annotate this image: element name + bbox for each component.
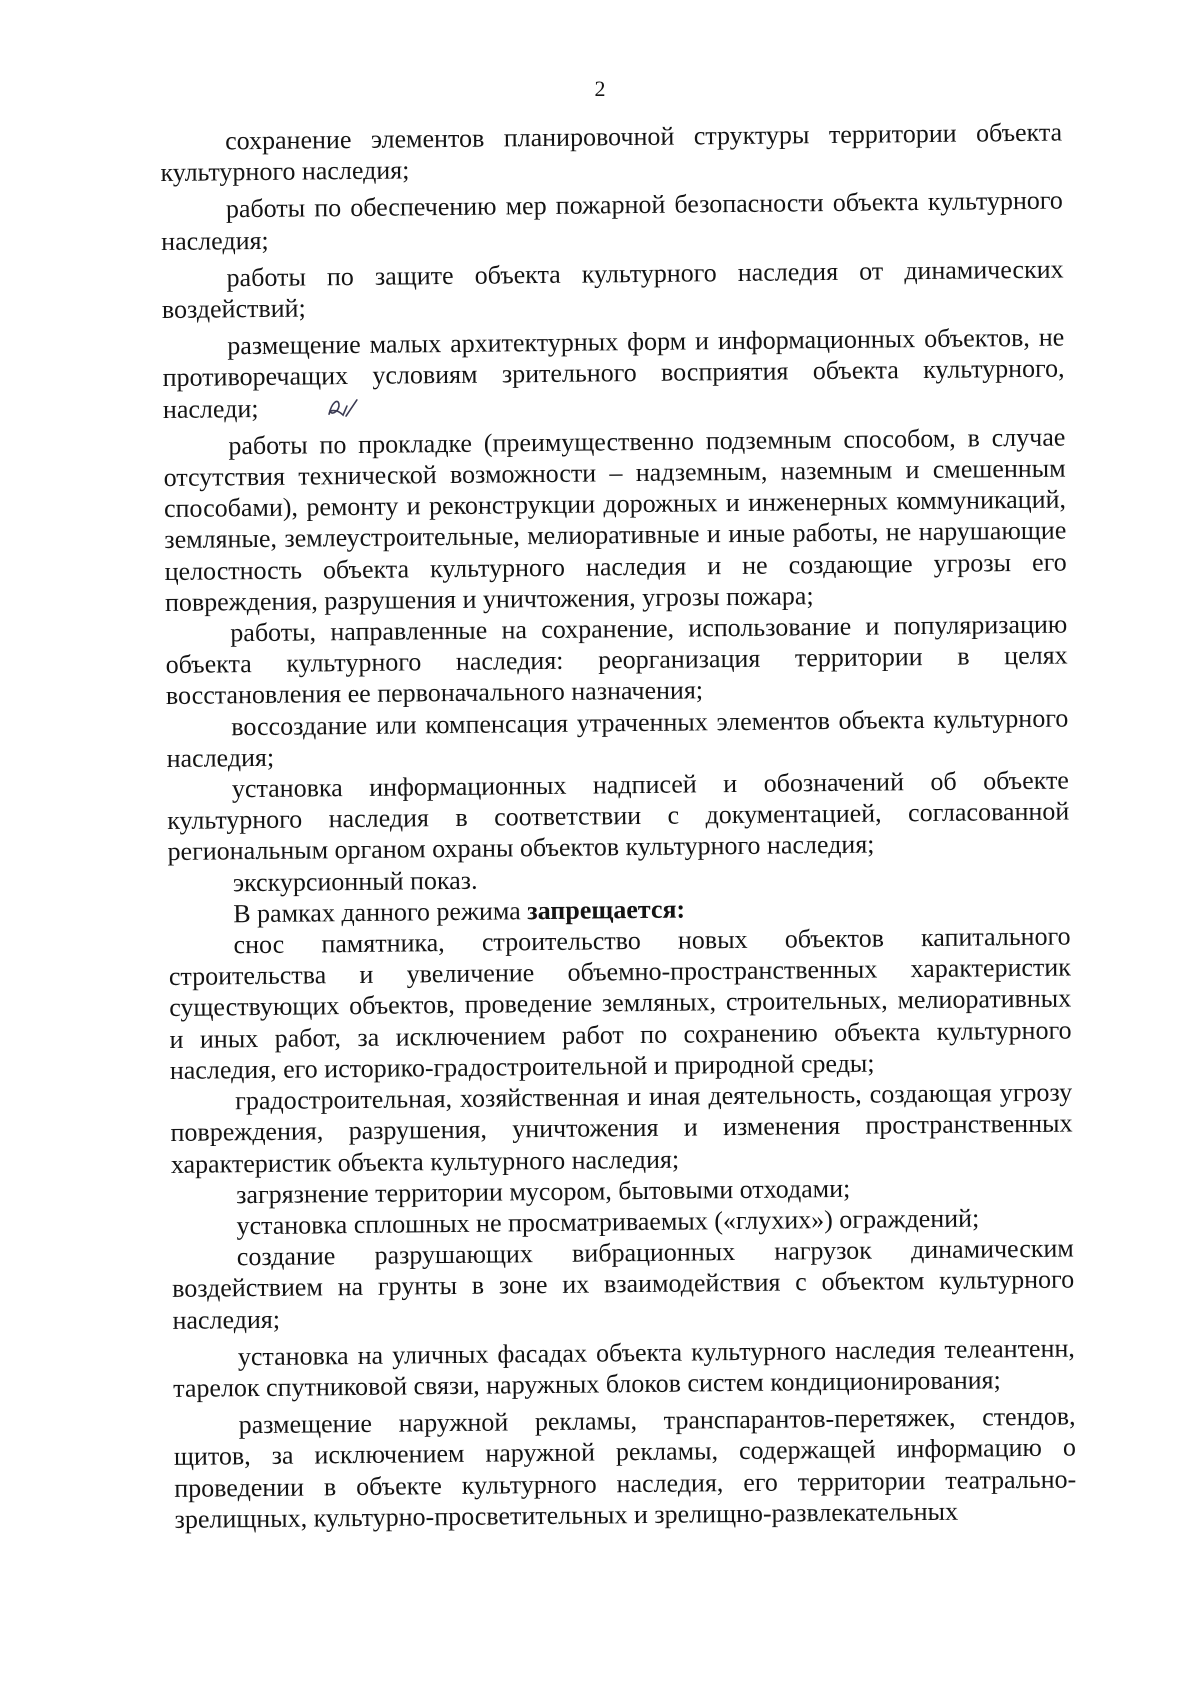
paragraph-text: установка информационных надписей и обозначений об объекте культурного наследия в соответствии с документацией, согласованной региональным органом охраны объектов культурного наследия; [167,765,1070,867]
paragraph [160,117,1063,189]
paragraph-text: работы по обеспечению мер пожарной безопасности объекта культурного наследия; [161,185,1063,256]
document-body [160,117,1077,1535]
prohibited-item [168,921,1072,1086]
prohibited-item-text: установка на уличных фасадах объекта культурного наследия телеантенн, тарелок спутниковой связи, наружных блоков систем кондиционирования; [173,1333,1075,1403]
paragraph [162,322,1065,425]
prohibited-item-text: снос памятника, строительство новых объектов капитального строительства и увеличение объемно-пространственных характеристик существующих объектов, проведение земляных, строительных, мелиоративных и иных работ, за исключением работ по сохранению объекта культурного наследия, его историко-градостроительной и природной среды; [168,921,1072,1085]
prohibited-item [172,1233,1075,1336]
paragraph [161,185,1064,257]
paragraph-text: работы по прокладке (преимущественно подземным способом, в случае отсутствия технической возможности – надземным, наземным и смешенным способами), ремонту и реконструкции дорожных и инженерных коммуникаций, земляные, землеустроительные, мелиоративные и иные работы, не нарушающие целостность объекта культурного наследия и не создающие угрозы его повреждения, разрушения и уничтожения, угрозы пожара; [163,422,1067,617]
prohibited-item-text: градостроительная, хозяйственная и иная деятельность, создающая угрозу повреждения, разрушения, уничтожения и изменения пространственных характеристик объекта культурного наследия; [170,1077,1073,1179]
page-number: 2 [594,76,606,101]
paragraph-text: работы, направленные на сохранение, использование и популяризацию объекта культурного наследия: реорганизация территории в целях восстановления ее первоначального назначения; [165,609,1068,711]
paragraph [167,765,1070,868]
prohibited-item-text: установка сплошных не просматриваемых («глухих») ограждений; [236,1203,980,1241]
paragraph-text: сохранение элементов планировочной структуры территории объекта культурного наследия; [160,117,1063,188]
paragraph [166,702,1069,774]
paragraph-text: воссоздание или компенсация утраченных элементов объекта культурного наследия; [166,703,1069,773]
paragraph [165,609,1068,712]
prohibited-word: запрещается: [527,894,686,926]
prohibited-item [173,1401,1076,1535]
prohibited-item [170,1077,1073,1180]
prohibited-item-text: загрязнение территории мусором, бытовыми отходами; [236,1173,851,1209]
paragraph-text: экскурсионный показ. [232,865,478,897]
paragraph [161,253,1064,325]
paragraph [163,421,1067,618]
paragraph-text: размещение малых архитектурных форм и информационных объектов, не противоречащих условиям зрительного восприятия объекта культурного, наследи; [162,322,1065,424]
prohibited-item [173,1332,1076,1404]
prohibited-item-text: размещение наружной рекламы, транспарантов-перетяжек, стендов, щитов, за исключением наружной рекламы, содержащей информацию о проведении в объекте культурного наследия, его территории театрально-зрелищных, культурно-просветительных и зрелищно-развлекательных [173,1401,1077,1534]
regime-intro-text: В рамках данного режима [233,896,521,929]
prohibited-item-text: создание разрушающих вибрационных нагрузок динамическим воздействием на грунты в зоне их взаимодействия с объектом культурного наследия; [172,1233,1075,1335]
paragraph-text: работы по защите объекта культурного наследия от динамических воздействий; [161,254,1064,325]
handwritten-initials-mark [260,394,294,420]
